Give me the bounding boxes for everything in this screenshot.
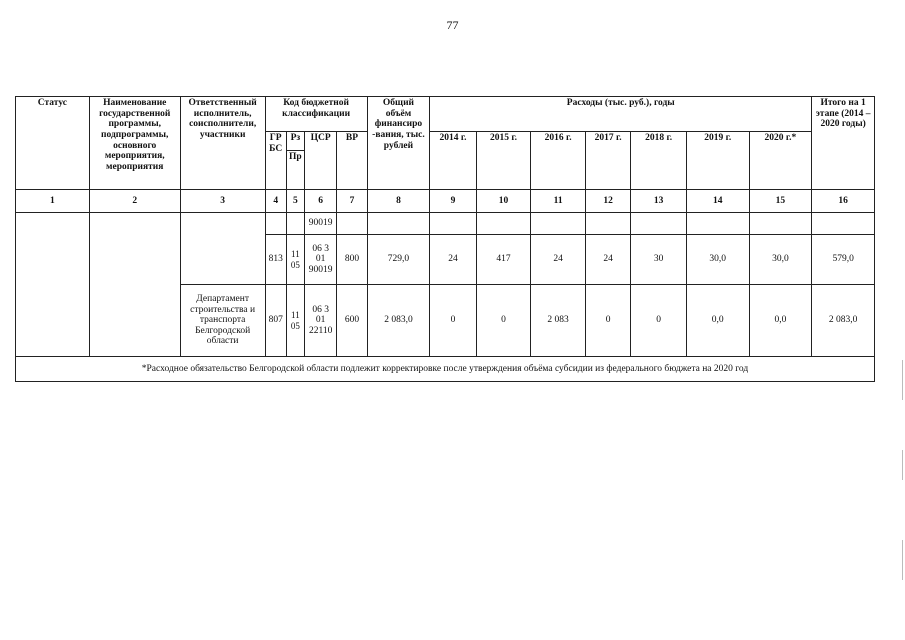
- table-row: [16, 213, 875, 235]
- status-cell: [16, 213, 90, 357]
- year-cell: 417: [476, 235, 531, 285]
- grbs-cell: 813: [265, 235, 286, 285]
- vr-cell: [337, 213, 367, 235]
- rzpr-cell: 11 05: [286, 285, 304, 357]
- header-stage-total: Итого на 1 этапе (2014 – 2020 годы): [812, 97, 875, 190]
- header-rz: Рз: [286, 132, 304, 151]
- header-grbs: ГР БС: [265, 132, 286, 190]
- year-cell: 0,0: [686, 285, 749, 357]
- csr-cell: 90019: [304, 213, 336, 235]
- year-cell: [631, 213, 687, 235]
- year-cell: [476, 213, 531, 235]
- scan-artifact: [902, 360, 903, 400]
- year-cell: 24: [531, 235, 586, 285]
- header-csr: ЦСР: [304, 132, 336, 190]
- column-number-row: [16, 190, 875, 213]
- year-cell: 30,0: [686, 235, 749, 285]
- header-name: Наименование государственной программы, подпрограммы, основного мероприятия, мероприятия: [89, 97, 180, 190]
- col-num: 2: [89, 190, 180, 213]
- vr-cell: 800: [337, 235, 367, 285]
- col-num: 12: [585, 190, 630, 213]
- stage-total-cell: [812, 213, 875, 235]
- year-cell: 24: [430, 235, 476, 285]
- header-pr: Пр: [286, 151, 304, 190]
- stage-total-cell: 579,0: [812, 235, 875, 285]
- year-cell: 2 083: [531, 285, 586, 357]
- stage-total-cell: 2 083,0: [812, 285, 875, 357]
- page-number: 77: [446, 18, 459, 32]
- year-cell: 0: [631, 285, 687, 357]
- header-responsible: Ответственный исполнитель, соисполнители, участники: [180, 97, 265, 190]
- header-total-volume: Общий объём финансиро -вания, тыс. рублей: [367, 97, 430, 190]
- col-num: 4: [265, 190, 286, 213]
- col-num: 6: [304, 190, 336, 213]
- name-cell: [89, 213, 180, 357]
- header-row-1: [16, 97, 875, 132]
- csr-cell: 06 3 01 90019: [304, 235, 336, 285]
- rzpr-cell: [286, 213, 304, 235]
- scan-artifact: [902, 540, 903, 580]
- year-cell: [531, 213, 586, 235]
- vr-cell: 600: [337, 285, 367, 357]
- col-num: 7: [337, 190, 367, 213]
- col-num: 13: [631, 190, 687, 213]
- col-num: 3: [180, 190, 265, 213]
- year-cell: 0: [430, 285, 476, 357]
- header-vr: ВР: [337, 132, 367, 190]
- year-cell: 24: [585, 235, 630, 285]
- responsible-cell: [180, 213, 265, 285]
- col-num: 5: [286, 190, 304, 213]
- budget-table: [15, 96, 875, 382]
- rzpr-cell: 11 05: [286, 235, 304, 285]
- year-cell: [749, 213, 812, 235]
- csr-cell: 06 3 01 22110: [304, 285, 336, 357]
- col-num: 15: [749, 190, 812, 213]
- header-year-2015: 2015 г.: [476, 132, 531, 190]
- year-cell: 0: [476, 285, 531, 357]
- grbs-cell: 807: [265, 285, 286, 357]
- year-cell: [585, 213, 630, 235]
- col-num: 10: [476, 190, 531, 213]
- footnote-row: [16, 357, 875, 382]
- col-num: 8: [367, 190, 430, 213]
- total-cell: 2 083,0: [367, 285, 430, 357]
- header-year-2018: 2018 г.: [631, 132, 687, 190]
- grbs-cell: [265, 213, 286, 235]
- col-num: 11: [531, 190, 586, 213]
- total-cell: 729,0: [367, 235, 430, 285]
- total-cell: [367, 213, 430, 235]
- year-cell: 30,0: [749, 235, 812, 285]
- header-year-2016: 2016 г.: [531, 132, 586, 190]
- header-year-2019: 2019 г.: [686, 132, 749, 190]
- year-cell: 0: [585, 285, 630, 357]
- scan-artifact: [902, 450, 903, 480]
- footnote: *Расходное обязательство Белгородской области подлежит корректировке после утверждения объёма субсидии из федерального бюджета на 2020 год: [16, 357, 875, 382]
- col-num: 1: [16, 190, 90, 213]
- col-num: 16: [812, 190, 875, 213]
- year-cell: [430, 213, 476, 235]
- year-cell: 0,0: [749, 285, 812, 357]
- year-cell: [686, 213, 749, 235]
- year-cell: 30: [631, 235, 687, 285]
- col-num: 14: [686, 190, 749, 213]
- responsible-cell: Департамент строительства и транспорта Белгородской области: [180, 285, 265, 357]
- header-budget-code: Код бюджетной классификации: [265, 97, 367, 132]
- header-status: Статус: [16, 97, 90, 190]
- header-year-2014: 2014 г.: [430, 132, 476, 190]
- col-num: 9: [430, 190, 476, 213]
- header-year-2017: 2017 г.: [585, 132, 630, 190]
- header-expenses: Расходы (тыс. руб.), годы: [430, 97, 812, 132]
- header-year-2020: 2020 г.*: [749, 132, 812, 190]
